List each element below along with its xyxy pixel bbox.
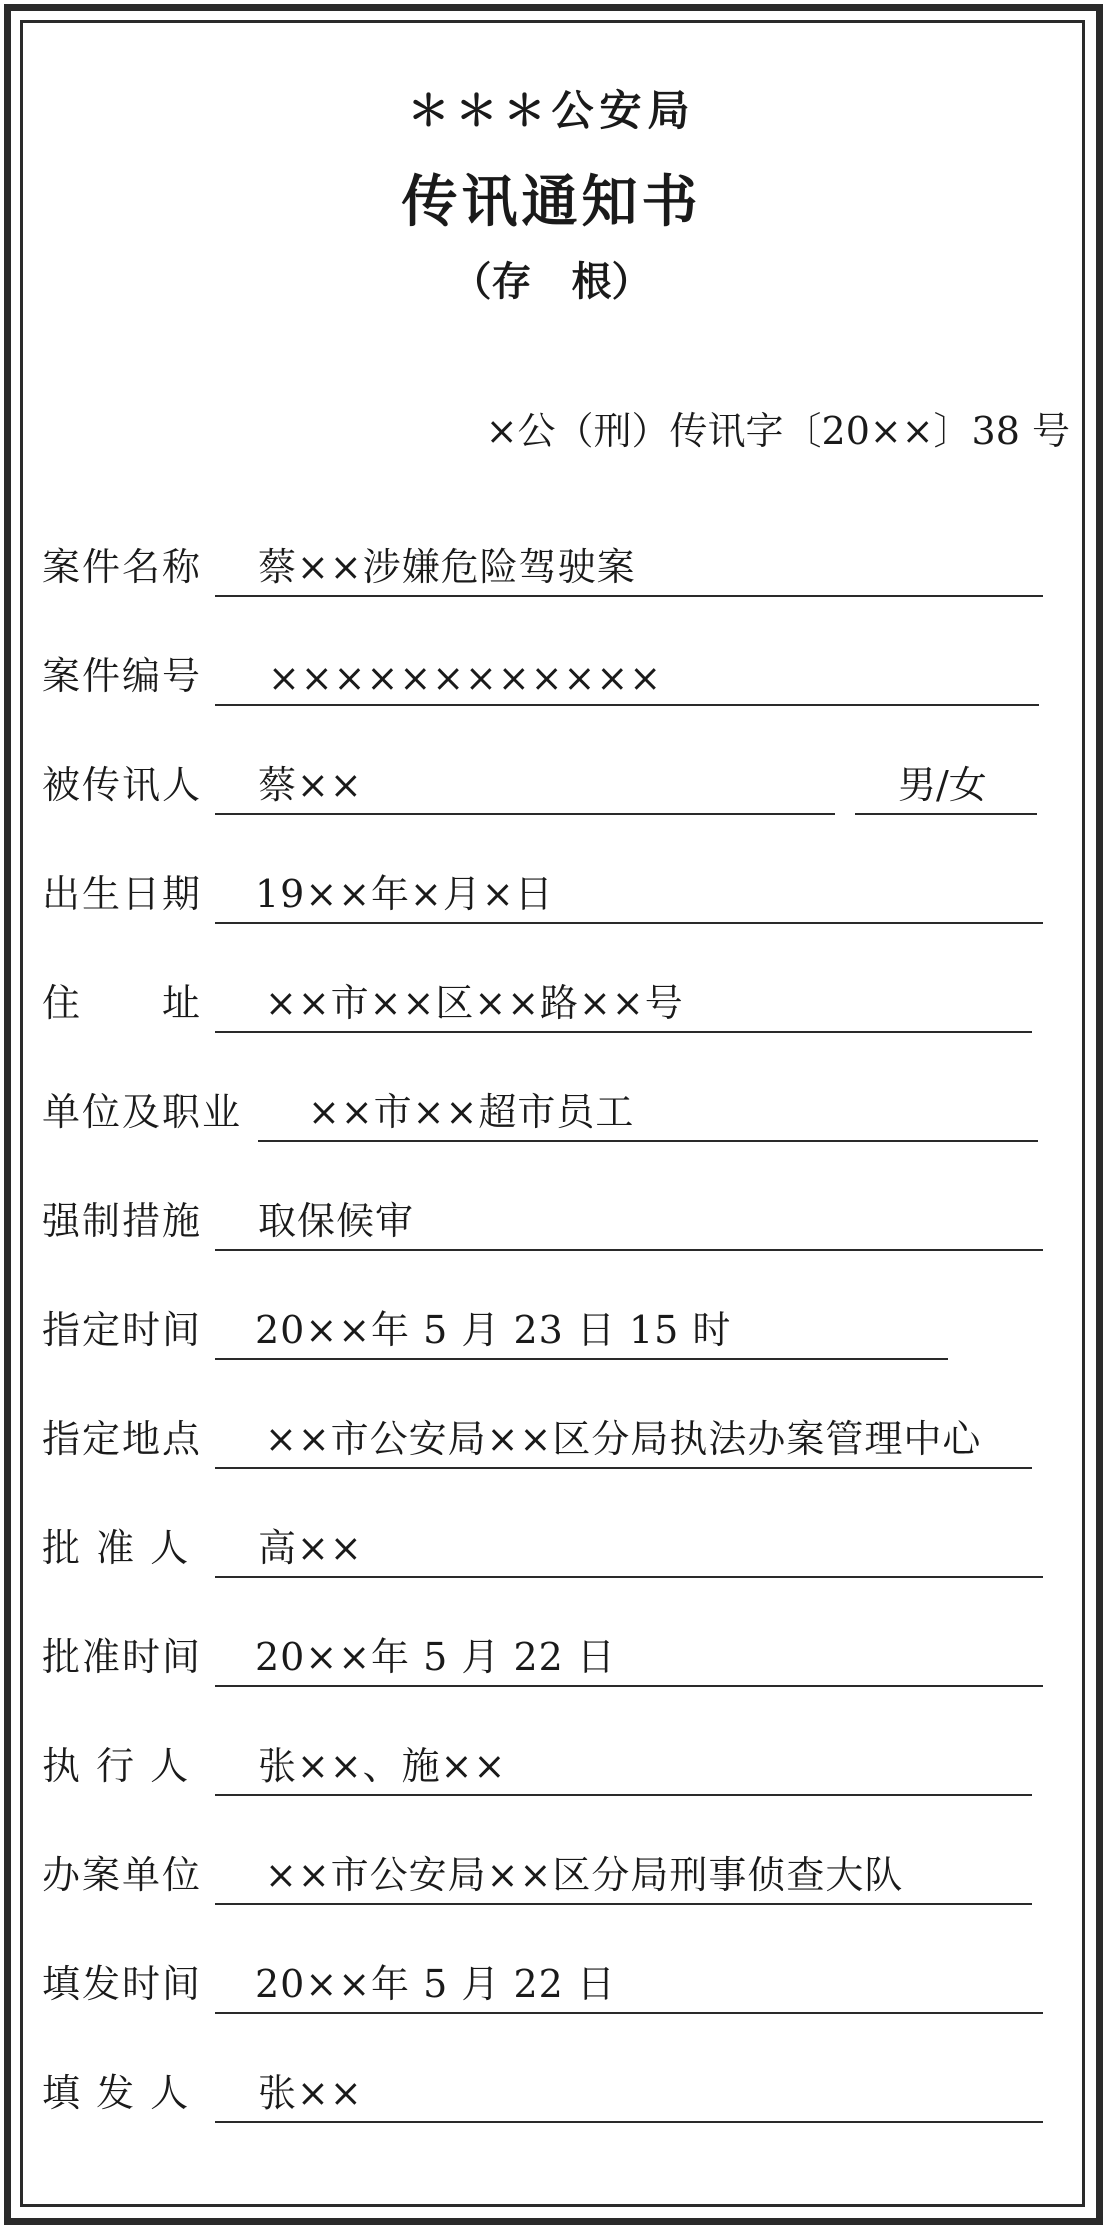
field-value: 张××、施×× bbox=[258, 1744, 507, 1788]
field-underline bbox=[258, 1140, 1038, 1142]
field-value: 蔡××涉嫌危险驾驶案 bbox=[258, 545, 636, 589]
field-value: 20××年 5 月 22 日 bbox=[255, 1635, 616, 1679]
field-underline bbox=[215, 1358, 948, 1360]
field-row-issuer bbox=[0, 2049, 1103, 2129]
field-underline bbox=[215, 922, 1043, 924]
field-label: 案件名称 bbox=[42, 545, 203, 589]
field-value: 20××年 5 月 22 日 bbox=[255, 1962, 616, 2006]
field-value: ××市××超市员工 bbox=[308, 1090, 635, 1134]
document-number: ×公（刑）传讯字〔20××〕38 号 bbox=[485, 409, 1070, 453]
field-value: 张×× bbox=[258, 2071, 363, 2115]
field-underline bbox=[215, 1794, 1032, 1796]
field-label: 出生日期 bbox=[42, 872, 203, 916]
field-row-designated-time bbox=[0, 1286, 1103, 1366]
field-label: 填 发 人 bbox=[42, 2071, 191, 2115]
field-row-case-name bbox=[0, 523, 1103, 603]
field-label: 执 行 人 bbox=[42, 1744, 191, 1788]
field-row-compulsory-measure bbox=[0, 1177, 1103, 1257]
gender-underline bbox=[855, 813, 1037, 815]
field-underline bbox=[215, 1467, 1032, 1469]
field-underline bbox=[215, 595, 1043, 597]
field-label: 案件编号 bbox=[42, 654, 203, 698]
field-underline bbox=[215, 1031, 1032, 1033]
field-label: 强制措施 bbox=[42, 1199, 203, 1243]
agency-name: ＊＊＊公安局 bbox=[407, 86, 696, 135]
field-value: 19××年×月×日 bbox=[255, 872, 554, 916]
field-label: 办案单位 bbox=[42, 1853, 203, 1897]
field-row-birth-date bbox=[0, 850, 1103, 930]
field-value: ××市公安局××区分局刑事侦查大队 bbox=[265, 1853, 904, 1897]
field-row-handling-unit bbox=[0, 1831, 1103, 1911]
document-subtitle: （存 根） bbox=[451, 258, 652, 305]
field-label: 指定时间 bbox=[42, 1308, 203, 1352]
field-row-case-number bbox=[0, 632, 1103, 712]
field-underline bbox=[215, 1249, 1043, 1251]
field-label: 单位及职业 bbox=[42, 1090, 243, 1134]
field-label: 填发时间 bbox=[42, 1962, 203, 2006]
field-underline bbox=[215, 813, 835, 815]
field-row-employer-occupation bbox=[0, 1068, 1103, 1148]
field-value: 20××年 5 月 23 日 15 时 bbox=[255, 1308, 732, 1352]
field-underline bbox=[215, 704, 1039, 706]
field-row-designated-place bbox=[0, 1395, 1103, 1475]
field-row-address bbox=[0, 959, 1103, 1039]
field-row-issue-time bbox=[0, 1940, 1103, 2020]
field-row-approver bbox=[0, 1504, 1103, 1584]
document-title: 传讯通知书 bbox=[401, 169, 702, 235]
field-underline bbox=[215, 2012, 1043, 2014]
field-value: 取保候审 bbox=[258, 1199, 415, 1243]
field-value: ××市××区××路××号 bbox=[265, 981, 684, 1025]
field-label: 被传讯人 bbox=[42, 763, 203, 807]
field-row-approval-time bbox=[0, 1613, 1103, 1693]
field-label: 住 址 bbox=[42, 981, 203, 1025]
field-value: 蔡×× bbox=[258, 763, 363, 807]
field-underline bbox=[215, 1685, 1043, 1687]
field-label: 批 准 人 bbox=[42, 1526, 191, 1570]
field-row-executor bbox=[0, 1722, 1103, 1802]
field-value: ×××××××××××× bbox=[268, 656, 663, 700]
field-label: 指定地点 bbox=[42, 1417, 203, 1461]
field-underline bbox=[215, 1903, 1032, 1905]
field-value: ××市公安局××区分局执法办案管理中心 bbox=[265, 1417, 982, 1461]
field-underline bbox=[215, 2121, 1043, 2123]
field-row-summoned-person bbox=[0, 741, 1103, 821]
field-value: 高×× bbox=[258, 1526, 363, 1570]
field-label: 批准时间 bbox=[42, 1635, 203, 1679]
gender-value: 男/女 bbox=[898, 763, 987, 807]
field-underline bbox=[215, 1576, 1043, 1578]
